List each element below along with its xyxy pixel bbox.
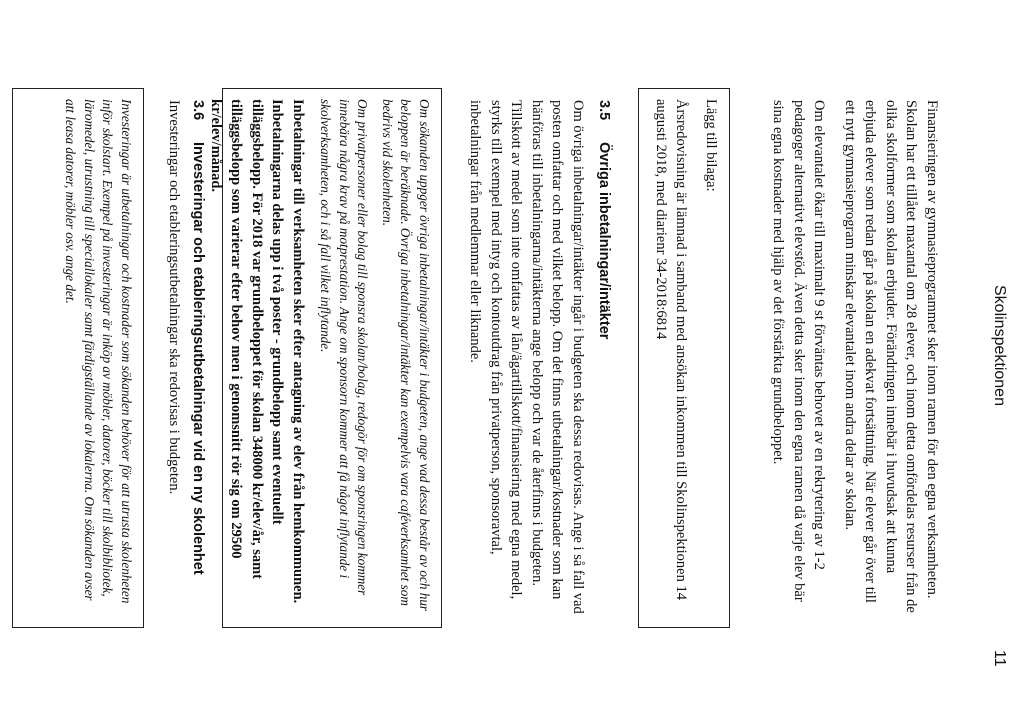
section-3-6-heading — [190, 100, 206, 625]
section-3-6-number: 3.6 — [190, 100, 206, 121]
section-3-5-heading — [596, 100, 612, 625]
section-3-6-title: Investeringar och etableringsutbetalningar vid en ny skolenhet — [190, 142, 206, 575]
section-3-6 — [164, 100, 207, 625]
page-number: 11 — [991, 650, 1008, 667]
section-3-5-body: Om övriga inbetalningar/intäkter ingår i budgeten ska dessa redovisas. Ange i så fall vad posten omfattar och med vilket belopp. Om det finns utbetalningar/kostnader som kan hänföras till inbetalningarna/intäkterna ange belopp och var de återfinns i budgeten. Tillskott av medel som inte omfattas av lån/ägartillskott/finansiering med egna medel, styrks till exempel med intyg och kontoutdrag från privatperson, sponsoravtal, inbetalningar från medlemmar eller liknande. — [467, 100, 586, 614]
attachment-box — [638, 88, 730, 628]
section-3-5 — [465, 100, 612, 625]
intro-paragraph-2: Om elevantalet ökar till maximalt 9 st förväntas behovet av en rekrytering av 1-2 pedagoger alternativt elevstöd. Även detta sker inom den egna ramen då varje elev bär sina egna kostnader med hjälp av det förstärkta grundbeloppet. — [770, 100, 828, 602]
intro-paragraph-1: Finansieringen av gymnasieprogrammet sker inom ramen för den egna verksamheten. Skolan har ett tillåtet maxantal om 28 elever, och inom detta omfördelas resurser från de olika skolformer som skolan erbjuder. Förändringen innebär i huvudsak att kunna erbjuda elever som redan går på skolan en adekvat fortsättning. När elever går över till ett nytt gymnasieprogram minskar elevantalet inom andra delar av skolan. — [842, 100, 940, 613]
info-bold: Inbetalningar till verksamheten sker efter antagning av elev från hemkommunen. Inbetalningarna delas upp i två poster - grundbelopp samt eventuellt tilläggsbelopp. För 2018 var grundbeloppet för skolan 348000 kr/elev/år, samt tilläggsbelopp som varierar efter behov men i genomsnitt rör sig om 29500 kr/elev/månad. — [208, 99, 306, 604]
info-italic-1: Om sökanden uppger övriga inbetalningar/intäkter i budgeten, ange vad dessa består av och hur beloppen är beräknade. Övriga inbetalningar/intäkter kan exempelvis vara caféverksamhet som bedrivs vid skolenheten. — [380, 99, 432, 612]
section-3-5-title: Övriga inbetalningar/intäkter — [596, 142, 612, 340]
attachment-label: Lägg till bilaga: — [703, 99, 719, 192]
attachment-text: Årsredovisning är lämnad i samband med ansökan inkommen till Skolinspektionen 14 augusti 2018, med diarienr 34-2018:6814 — [653, 99, 690, 600]
info-italic-2: Om privatpersoner eller bolag till sponsra skolan/bolag, redogör för om sponsringen kommer innebära några krav på motprestation. Ange om sponsorn kommer att få något inflytande i skolverksamheten, och i så fall vilket inflytande. — [318, 99, 371, 596]
section-3-6-body: Investeringar och etableringsutbetalningar ska redovisas i budgeten. — [166, 100, 182, 495]
budget-info-box — [208, 88, 442, 628]
section-3-5-number: 3.5 — [596, 100, 612, 121]
investment-info-box — [12, 88, 144, 628]
investment-italic: Investeringar är utbetalningar och kostnader som sökanden behöver för att utrusta skolenheten inför skolstart. Exempel på investeringar är inköp av möbler, datorer, böcker till skolbibliotek, läromedel, utrustning till speciallokaler samt färdigställande av lokalerna. Om sökanden avser att leasa datorer, möbler osv. ange det. — [63, 99, 134, 604]
header-org: Skolinspektionen — [991, 285, 1008, 406]
intro-section — [768, 100, 942, 620]
